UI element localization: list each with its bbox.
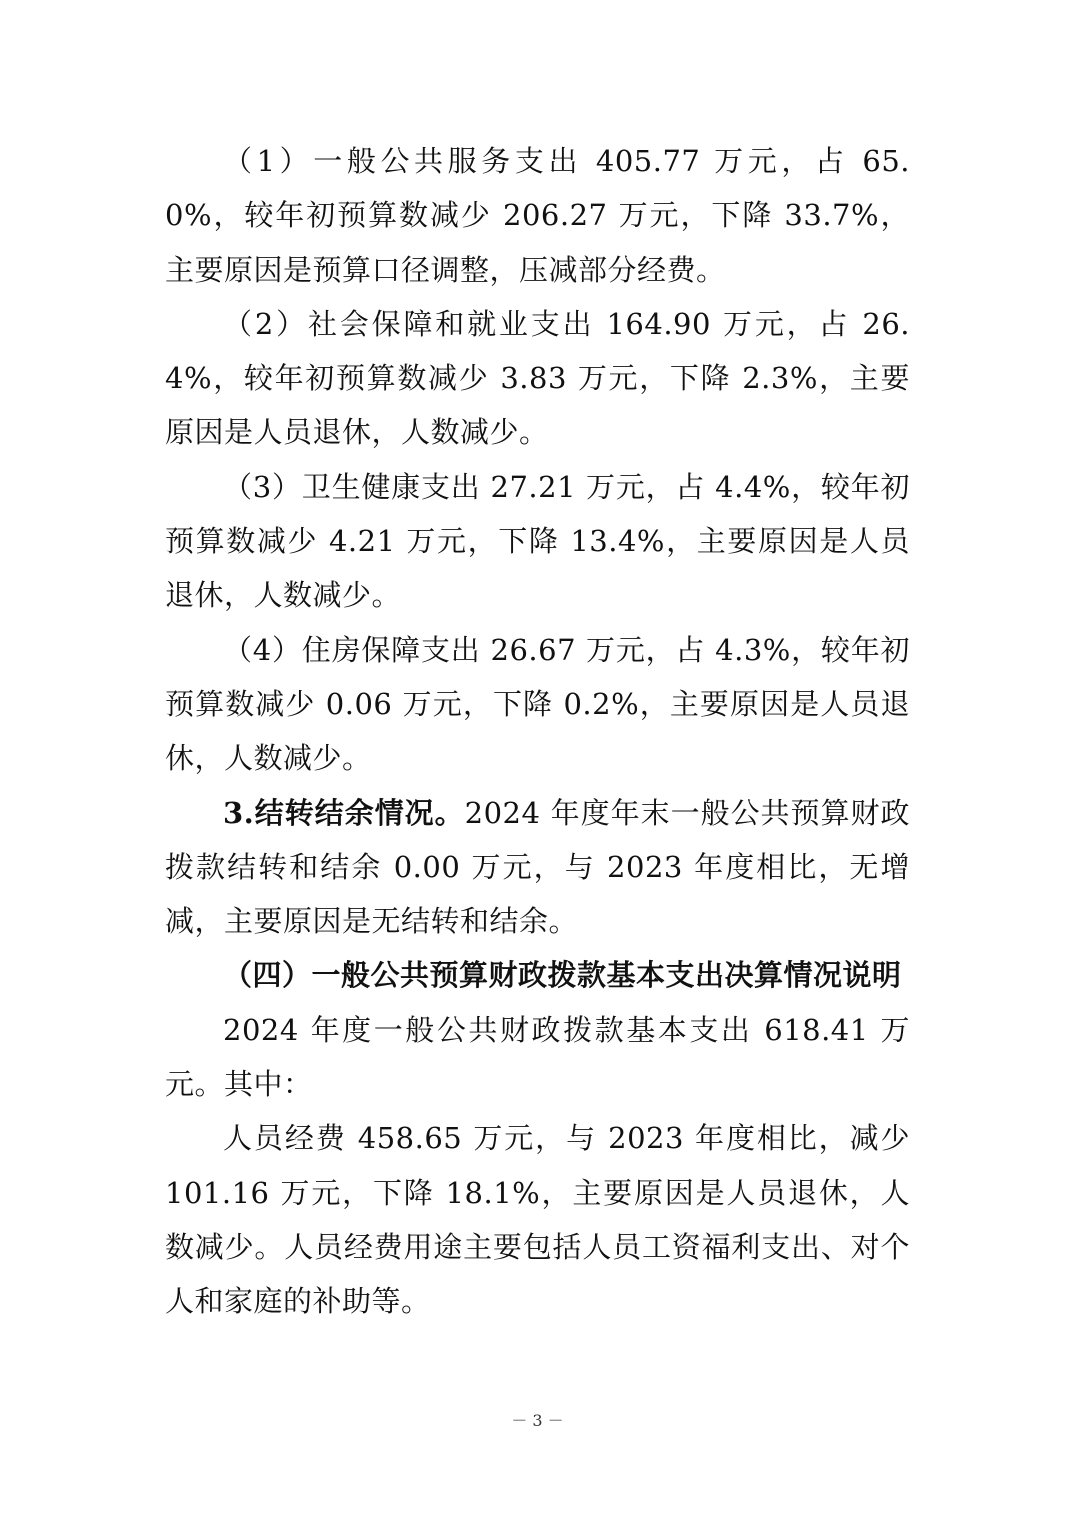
section-heading: （四）一般公共预算财政拨款基本支出决算情况说明 — [223, 958, 902, 993]
document-body — [165, 134, 910, 1329]
paragraph-text: （2）社会保障和就业支出 164.90 万元，占 26.4%，较年初预算数减少 3.83 万元，下降 2.3%，主要原因是人员退休，人数减少。 — [165, 306, 910, 450]
paragraph-text: （3）卫生健康支出 27.21 万元，占 4.4%，较年初预算数减少 4.21 万元，下降 13.4%，主要原因是人员退休，人数减少。 — [165, 469, 910, 613]
paragraph-text: （1）一般公共服务支出 405.77 万元，占 65.0%，较年初预算数减少 206.27 万元，下降 33.7%，主要原因是预算口径调整，压减部分经费。 — [165, 144, 910, 287]
paragraph-basic-expenditure — [165, 1003, 910, 1112]
paragraph-lead-heading: 3.结转结余情况。 — [223, 795, 465, 830]
page-number: － 3 － — [511, 1411, 564, 1430]
paragraph-text: 2024 年度年末一般公共预算财政拨款结转和结余 0.00 万元，与 2023 年度相比，无增减，主要原因是无结转和结余。 — [165, 795, 910, 939]
paragraph-social-security — [165, 297, 910, 460]
paragraph-health — [165, 460, 910, 623]
paragraph-text: 2024 年度一般公共财政拨款基本支出 618.41 万元。其中： — [165, 1012, 910, 1102]
paragraph-personnel-expenses — [165, 1111, 910, 1328]
paragraph-text: 人员经费 458.65 万元，与 2023 年度相比，减少 101.16 万元，下降 18.1%，主要原因是人员退休，人数减少。人员经费用途主要包括人员工资福利支出、对个人和家庭的补助等。 — [165, 1121, 910, 1319]
paragraph-text: （4）住房保障支出 26.67 万元，占 4.3%，较年初预算数减少 0.06 万元，下降 0.2%，主要原因是人员退休，人数减少。 — [165, 632, 910, 776]
paragraph-carryover — [165, 786, 910, 949]
paragraph-housing — [165, 623, 910, 786]
paragraph-general-public-services — [165, 134, 910, 297]
